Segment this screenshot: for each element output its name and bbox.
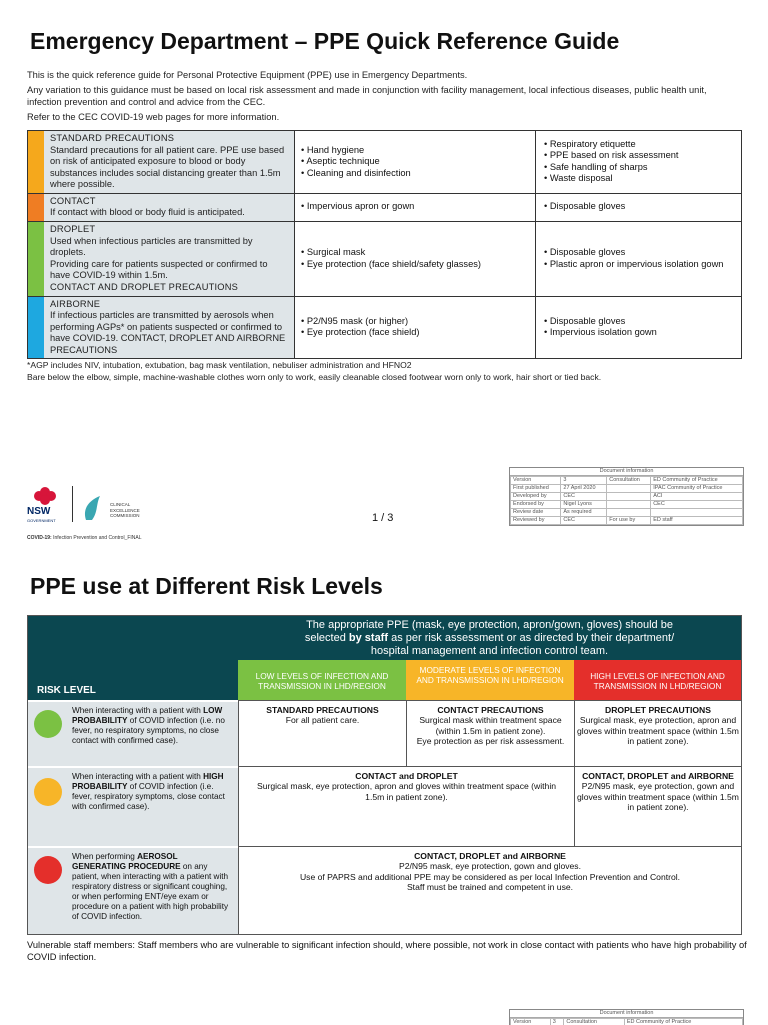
list-item: • Aseptic technique [301, 156, 529, 168]
low-probability-moderate-level-cell: CONTACT PRECAUTIONS Surgical mask within treatment space (within 1.5m in patient zone). Eye protection as per risk assessment. [406, 700, 574, 766]
agp-footnote: *AGP includes NIV, intubation, extubation, bag mask ventilation, nebuliser administration and HFNO2 [27, 360, 412, 370]
droplet-precautions-row [28, 221, 742, 296]
page-title: Emergency Department – PPE Quick Reference Guide [30, 28, 620, 54]
list-item: • Disposable gloves [544, 316, 733, 328]
contact-description: If contact with blood or body fluid is anticipated. [50, 207, 245, 217]
vulnerable-staff-note: Vulnerable staff members: Staff members who are vulnerable to significant infection should, where possible, not work in close contact with patients who have high probability of COVID infection. [27, 940, 747, 962]
bare-below-elbow-note: Bare below the elbow, simple, machine-washable clothes worn only to work, easily cleanable closed footwear worn only to work, hair short or tied back. [27, 372, 602, 382]
logo-divider [72, 486, 73, 522]
refer-paragraph: Refer to the CEC COVID-19 web pages for more information. [27, 112, 280, 122]
list-item: • Plastic apron or impervious isolation gown [544, 259, 733, 271]
risk-level-label: RISK LEVEL [37, 685, 96, 696]
list-item: • Eye protection (face shield/safety glasses) [301, 259, 529, 271]
standard-ppe-list-a [301, 145, 529, 180]
cec-logo [82, 494, 140, 527]
aerosol-procedure-all-levels-cell: CONTACT, DROPLET and AIRBORNE P2/N95 mask, eye protection, gown and gloves. Use of PAPRS and additional PPE may be considered as per local Infection Prevention and Control. Staff must be trained and competent in use. [238, 846, 741, 934]
list-item: • Impervious apron or gown [301, 201, 529, 213]
variation-paragraph: Any variation to this guidance must be based on local risk assessment and made in conjunction with facility management, local infectious diseases, public health unit, infection prevention and control and advice from the CEC. [27, 85, 707, 107]
footnotes [27, 359, 747, 383]
droplet-extra: CONTACT AND DROPLET PRECAUTIONS [50, 281, 239, 292]
droplet-description: Used when infectious particles are transmitted by droplets. Providing care for patients suspected or confirmed to have COVID-19 within 1.5m. [50, 235, 268, 280]
nsw-wordmark: NSW [27, 506, 51, 517]
green-circle-icon [34, 710, 62, 738]
standard-ppe-list-b [544, 139, 733, 185]
aerosol-procedure-row-label: When performing AEROSOL GENERATING PROCEDURE on any patient, when interacting with a patient with respiratory distress or significant coughing, or when performing ENT/eye exam or procedure on a patient with high probability of COVID infection. [28, 846, 238, 934]
contact-precautions-row [28, 193, 742, 221]
droplet-color-swatch [28, 221, 45, 296]
list-item: • Eye protection (face shield) [301, 327, 529, 339]
airborne-color-swatch [28, 296, 45, 359]
list-item: • Hand hygiene [301, 145, 529, 157]
list-item: • Impervious isolation gown [544, 327, 733, 339]
nsw-government-logo [27, 486, 69, 524]
droplet-title: DROPLET [50, 224, 96, 234]
high-level-column-header: HIGH LEVELS OF INFECTION AND TRANSMISSION IN LHD/REGION [574, 660, 741, 700]
high-probability-high-level-cell: CONTACT, DROPLET and AIRBORNE P2/N95 mask, eye protection, gown and gloves within treatment space (within 1.5m in patient zone). [574, 766, 741, 846]
high-probability-low-moderate-cell: CONTACT and DROPLET Surgical mask, eye protection, apron and gloves within treatment space (within 1.5m in patient zone). [238, 766, 574, 846]
airborne-title: AIRBORNE [50, 298, 101, 309]
amber-circle-icon [34, 778, 62, 806]
cec-droplet-icon [82, 494, 104, 522]
ppe-selection-header: The appropriate PPE (mask, eye protection, apron/gown, gloves) should be selected by staff as per risk assessment or as directed by their department/ hospital management and infection control team. [238, 616, 741, 660]
risk-level-grid [27, 615, 742, 935]
list-item: • Surgical mask [301, 247, 529, 259]
document-information-box: Document information Version 3 Consultation ED Community of Practice First published 27 April 2020 IPAC Community of Practice Developed by CEC ACI Endorsed by Nigel Lyons CEC Review date As required Reviewed by CEC For use by ED staff [509, 467, 744, 526]
document-information-box-2: Document information Version 3 Consultation ED Community of Practice [509, 1009, 744, 1025]
list-item: • Respiratory etiquette [544, 139, 733, 151]
list-item: • PPE based on risk assessment [544, 150, 733, 162]
list-item: • Safe handling of sharps [544, 162, 733, 174]
cec-wordmark: CLINICAL EXCELLENCE COMMISSION [110, 502, 140, 518]
nsw-sub: GOVERNMENT [27, 518, 56, 523]
standard-color-swatch [28, 131, 45, 194]
red-circle-icon [34, 856, 62, 884]
standard-precautions-title: STANDARD PRECAUTIONS [50, 133, 175, 143]
airborne-description: If infectious particles are transmitted by aerosols when performing AGPs* on patients suspected or confirmed to have COVID-19. CONTACT, DROPLET AND AIRBORNE PRECAUTIONS [50, 310, 286, 355]
list-item: • Cleaning and disinfection [301, 168, 529, 180]
page-number: 1 / 3 [372, 512, 394, 524]
risk-level-header-cell [28, 616, 238, 700]
contact-title: CONTACT [50, 195, 96, 206]
docinfo-header: Document information [510, 468, 743, 476]
risk-levels-title: PPE use at Different Risk Levels [30, 573, 383, 599]
low-probability-low-level-cell: STANDARD PRECAUTIONS For all patient care. [238, 700, 406, 766]
low-probability-high-level-cell: DROPLET PRECAUTIONS Surgical mask, eye protection, apron and gloves within treatment space (within 1.5m in patient zone). [574, 700, 741, 766]
low-probability-row-label: When interacting with a patient with LOW PROBABILITY of COVID infection (i.e. no fever, no respiratory symptoms, no close contact with confirmed case). [28, 700, 238, 766]
list-item: • Disposable gloves [544, 247, 733, 259]
high-probability-row-label: When interacting with a patient with HIGH PROBABILITY of COVID infection (i.e. fever, respiratory symptoms, close contact with confirmed case). [28, 766, 238, 846]
list-item: • P2/N95 mask (or higher) [301, 316, 529, 328]
list-item: • Waste disposal [544, 173, 733, 185]
intro-paragraph: This is the quick reference guide for Personal Protective Equipment (PPE) use in Emergency Departments. [27, 70, 468, 80]
precautions-table [27, 130, 742, 359]
airborne-precautions-row [28, 296, 742, 359]
low-level-column-header: LOW LEVELS OF INFECTION AND TRANSMISSION IN LHD/REGION [238, 660, 406, 700]
moderate-level-column-header: MODERATE LEVELS OF INFECTION AND TRANSMISSION IN LHD/REGION [406, 660, 574, 700]
contact-color-swatch [28, 193, 45, 221]
standard-precautions-row [28, 131, 742, 194]
standard-precautions-description: Standard precautions for all patient care. PPE use based on risk of anticipated exposure to blood or body substances includes social distancing greater than 1.5m where possible. [50, 144, 285, 189]
list-item: • Disposable gloves [544, 201, 733, 213]
covid-footer: COVID-19: Infection Prevention and Control_FINAL [27, 535, 142, 541]
